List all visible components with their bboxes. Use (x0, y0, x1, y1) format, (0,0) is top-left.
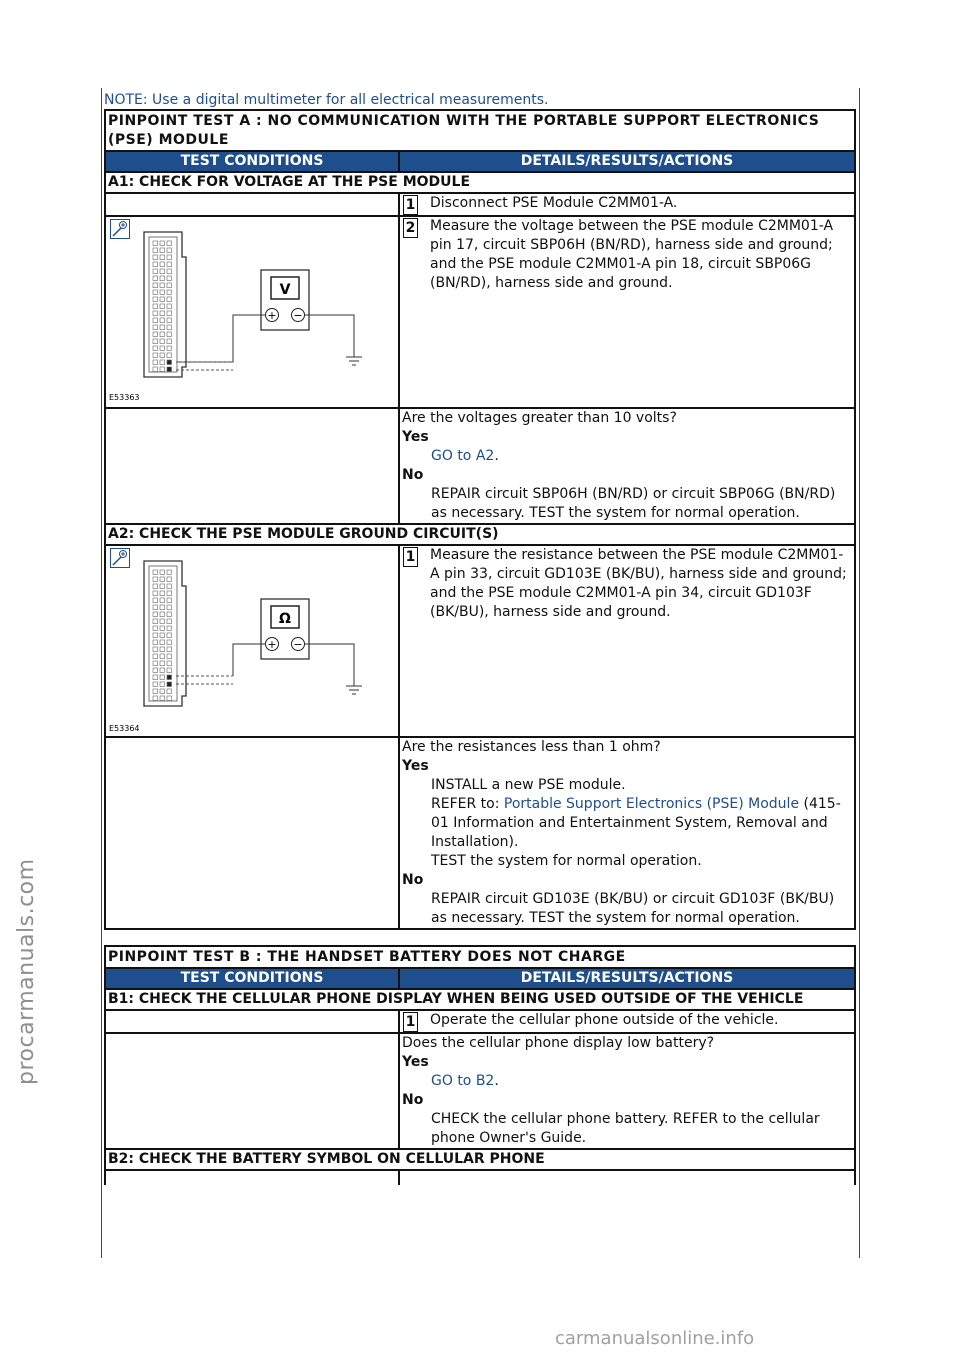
no-label: No (402, 872, 424, 888)
step-number: 1 (403, 195, 418, 215)
right-margin-rule (859, 88, 860, 1258)
pinpoint-test-b-table (104, 945, 856, 1185)
step-number: 2 (403, 218, 418, 238)
a2-result-condition (105, 737, 399, 929)
a2-step1-text: Measure the resistance between the PSE module C2MM01-A pin 33, circuit GD103E (BK/BU), harness side and ground; and the PSE module C2MM01-A pin 34, circuit GD103F (BK/BU), harness side and ground. (430, 547, 847, 620)
meter-symbol: V (279, 282, 291, 298)
figure-code: E53363 (109, 393, 140, 402)
probe-lead-plus (233, 644, 265, 676)
a1-results (399, 408, 855, 524)
test-a-col-details: DETAILS/RESULTS/ACTIONS (399, 151, 855, 172)
test-b-col-details: DETAILS/RESULTS/ACTIONS (399, 968, 855, 989)
b1-step1-text: Operate the cellular phone outside of the vehicle. (430, 1012, 779, 1028)
test-b-title: PINPOINT TEST B : THE HANDSET BATTERY DOES NOT CHARGE (105, 946, 855, 968)
yes-label: Yes (402, 1054, 429, 1070)
resistance-measurement-diagram (106, 546, 400, 736)
a2-question: Are the resistances less than 1 ohm? (402, 739, 661, 755)
a2-step1-detail (399, 545, 855, 737)
step-number: 1 (403, 547, 418, 567)
a2-no-action: REPAIR circuit GD103E (BK/BU) or circuit GD103F (BK/BU) as necessary. TEST the system for normal operation. (431, 891, 835, 926)
b1-step1-detail (399, 1010, 855, 1033)
test-a-col-conditions: TEST CONDITIONS (105, 151, 399, 172)
zoom-icon[interactable] (110, 219, 130, 239)
no-label: No (402, 467, 424, 483)
connector-diagram (144, 561, 186, 706)
no-label: No (402, 1092, 424, 1108)
ground-symbol-icon (346, 357, 362, 365)
svg-text:−: − (293, 309, 303, 322)
a1-step2-text: Measure the voltage between the PSE module C2MM01-A pin 17, circuit SBP06H (BN/RD), harness side and ground; and the PSE module C2MM01-A pin 18, circuit SBP06G (BN/RD), harness side and ground. (430, 218, 834, 291)
yes-label: Yes (402, 429, 429, 445)
a2-diagram-cell (105, 545, 399, 737)
a2-results (399, 737, 855, 929)
probe-lead-minus (305, 644, 354, 686)
pinpoint-test-a-table (104, 109, 856, 930)
step-number: 1 (403, 1012, 418, 1032)
a1-diagram-cell (105, 216, 399, 408)
period: . (494, 448, 499, 464)
note-text: NOTE: Use a digital multimeter for all electrical measurements. (104, 92, 549, 108)
b1-no-action: CHECK the cellular phone battery. REFER to the cellular phone Owner's Guide. (431, 1111, 820, 1146)
svg-text:−: − (293, 638, 303, 651)
go-to-b2-link[interactable]: GO to B2 (431, 1073, 495, 1089)
connector-diagram (144, 232, 186, 377)
b2-step-title: B2: CHECK THE BATTERY SYMBOL ON CELLULAR PHONE (105, 1149, 855, 1170)
a1-step2-detail (399, 216, 855, 408)
zoom-icon[interactable] (110, 548, 130, 568)
a1-step1-text: Disconnect PSE Module C2MM01-A. (430, 195, 678, 211)
b2-continues-left (105, 1170, 399, 1185)
a1-step-title: A1: CHECK FOR VOLTAGE AT THE PSE MODULE (105, 172, 855, 193)
b2-continues-right (399, 1170, 855, 1185)
a1-result-condition (105, 408, 399, 524)
test-a-title: PINPOINT TEST A : NO COMMUNICATION WITH THE PORTABLE SUPPORT ELECTRONICS (PSE) MODULE (105, 110, 855, 151)
left-margin-rule (101, 88, 102, 1258)
svg-text:+: + (267, 309, 277, 322)
probe-lead-plus (176, 315, 265, 362)
a2-yes-refer (402, 795, 852, 852)
pse-module-link[interactable]: Portable Support Electronics (PSE) Module (503, 796, 800, 812)
b1-step-title: B1: CHECK THE CELLULAR PHONE DISPLAY WHEN BEING USED OUTSIDE OF THE VEHICLE (105, 989, 855, 1010)
period: . (494, 1073, 499, 1089)
test-b-col-conditions: TEST CONDITIONS (105, 968, 399, 989)
ground-symbol-icon (346, 686, 362, 694)
a1-question: Are the voltages greater than 10 volts? (402, 410, 677, 426)
a1-step1-detail (399, 193, 855, 216)
probe-lead-minus (305, 315, 354, 357)
svg-text:+: + (267, 638, 277, 651)
a2-yes-test: TEST the system for normal operation. (431, 853, 702, 869)
a2-yes-install: INSTALL a new PSE module. (431, 777, 626, 793)
b1-results (399, 1033, 855, 1149)
a1-step1-condition (105, 193, 399, 216)
a2-step-title: A2: CHECK THE PSE MODULE GROUND CIRCUIT(S) (105, 524, 855, 545)
refer-to-label: REFER to: (431, 796, 504, 812)
figure-code: E53364 (109, 724, 140, 733)
footer-watermark: carmanualsonline.info (555, 1328, 755, 1349)
side-watermark: procarmanuals.com (14, 858, 39, 1085)
refer-section: (415-01 Information and Entertainment System, Removal and Installation). (431, 796, 841, 850)
b1-question: Does the cellular phone display low battery? (402, 1035, 715, 1051)
meter-symbol: Ω (279, 611, 291, 627)
document-body (104, 92, 856, 1185)
b1-result-condition (105, 1033, 399, 1149)
go-to-a2-link[interactable]: GO to A2 (431, 448, 495, 464)
yes-label: Yes (402, 758, 429, 774)
a1-no-action: REPAIR circuit SBP06H (BN/RD) or circuit SBP06G (BN/RD) as necessary. TEST the system for normal operation. (431, 486, 836, 521)
voltage-measurement-diagram (106, 217, 400, 407)
b1-step1-condition (105, 1010, 399, 1033)
